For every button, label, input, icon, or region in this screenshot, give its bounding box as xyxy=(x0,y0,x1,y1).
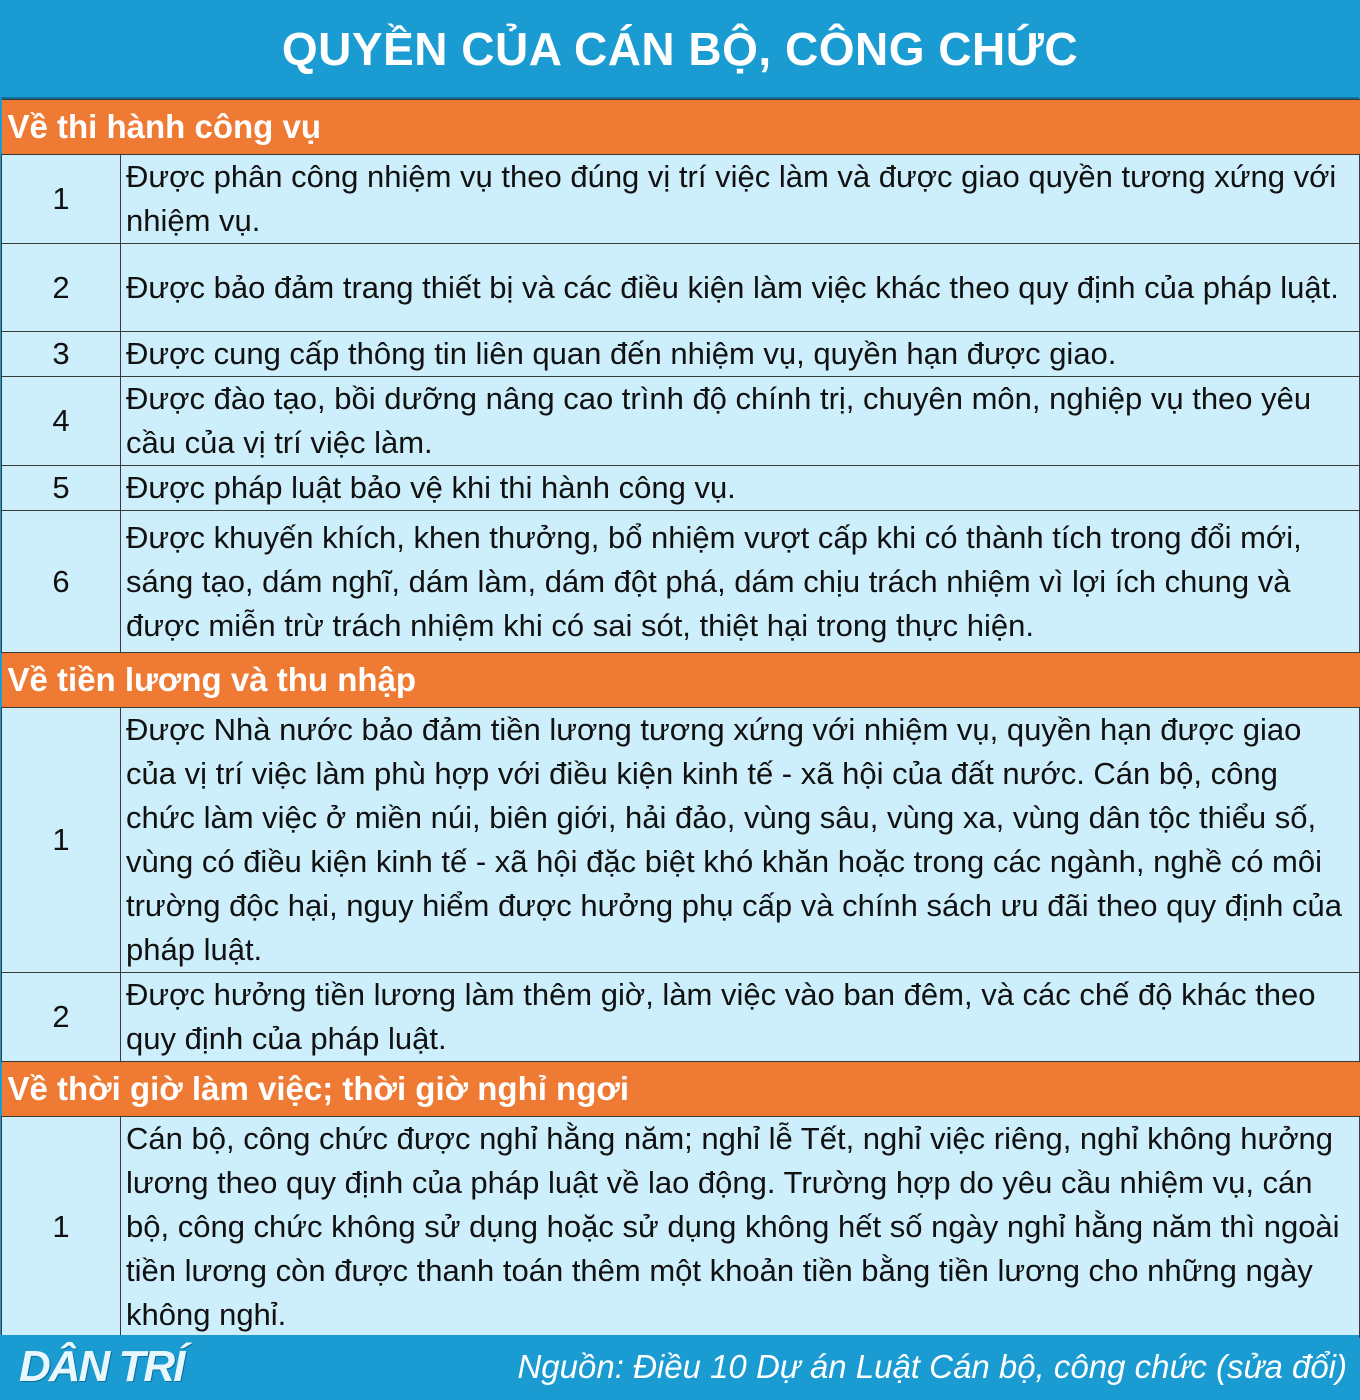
source-note: Nguồn: Điều 10 Dự án Luật Cán bộ, công chức (sửa đổi) xyxy=(517,1348,1347,1385)
row-number: 1 xyxy=(2,155,121,244)
section-header-row xyxy=(2,100,1360,155)
section-heading: Về thi hành công vụ xyxy=(2,100,1360,155)
row-text: Được phân công nhiệm vụ theo đúng vị trí việc làm và được giao quyền tương xứng với nhiệm vụ. xyxy=(121,155,1360,244)
row-number: 6 xyxy=(2,511,121,653)
table-row xyxy=(2,155,1360,244)
section-heading: Về thời giờ làm việc; thời giờ nghỉ ngơi xyxy=(2,1062,1360,1117)
row-number: 5 xyxy=(2,466,121,511)
table-row xyxy=(2,973,1360,1062)
dan-tri-logo: DÂN TRÍ xyxy=(19,1342,184,1391)
rights-table xyxy=(1,99,1360,1338)
row-text: Được bảo đảm trang thiết bị và các điều kiện làm việc khác theo quy định của pháp luật. xyxy=(121,244,1360,332)
row-number: 3 xyxy=(2,332,121,377)
table-row xyxy=(2,377,1360,466)
row-text: Được cung cấp thông tin liên quan đến nhiệm vụ, quyền hạn được giao. xyxy=(121,332,1360,377)
table-row xyxy=(2,511,1360,653)
page-title: QUYỀN CỦA CÁN BỘ, CÔNG CHỨC xyxy=(1,1,1359,99)
row-text: Được pháp luật bảo vệ khi thi hành công vụ. xyxy=(121,466,1360,511)
row-text: Được khuyến khích, khen thưởng, bổ nhiệm vượt cấp khi có thành tích trong đổi mới, sáng tạo, dám nghĩ, dám làm, dám đột phá, dám chịu trách nhiệm vì lợi ích chung và được miễn trừ trách nhiệm khi có sai sót, thiệt hại trong thực hiện. xyxy=(121,511,1360,653)
table-row xyxy=(2,244,1360,332)
row-text: Được Nhà nước bảo đảm tiền lương tương xứng với nhiệm vụ, quyền hạn được giao của vị trí việc làm phù hợp với điều kiện kinh tế - xã hội của đất nước. Cán bộ, công chức làm việc ở miền núi, biên giới, hải đảo, vùng sâu, vùng xa, vùng dân tộc thiểu số, vùng có điều kiện kinh tế - xã hội đặc biệt khó khăn hoặc trong các ngành, nghề có môi trường độc hại, nguy hiểm được hưởng phụ cấp và chính sách ưu đãi theo quy định của pháp luật. xyxy=(121,708,1360,973)
row-number: 2 xyxy=(2,244,121,332)
section-header-row xyxy=(2,1062,1360,1117)
section-heading: Về tiền lương và thu nhập xyxy=(2,653,1360,708)
row-text: Được đào tạo, bồi dưỡng nâng cao trình độ chính trị, chuyên môn, nghiệp vụ theo yêu cầu của vị trí việc làm. xyxy=(121,377,1360,466)
table-row xyxy=(2,466,1360,511)
row-number: 4 xyxy=(2,377,121,466)
row-number: 1 xyxy=(2,1117,121,1338)
row-text: Được hưởng tiền lương làm thêm giờ, làm việc vào ban đêm, và các chế độ khác theo quy định của pháp luật. xyxy=(121,973,1360,1062)
row-number: 2 xyxy=(2,973,121,1062)
row-text: Cán bộ, công chức được nghỉ hằng năm; nghỉ lễ Tết, nghỉ việc riêng, nghỉ không hưởng lương theo quy định của pháp luật về lao động. Trường hợp do yêu cầu nhiệm vụ, cán bộ, công chức không sử dụng hoặc sử dụng không hết số ngày nghỉ hằng năm thì ngoài tiền lương còn được thanh toán thêm một khoản tiền bằng tiền lương cho những ngày không nghỉ. xyxy=(121,1117,1360,1338)
row-number: 1 xyxy=(2,708,121,973)
footer xyxy=(1,1335,1359,1399)
table-row xyxy=(2,708,1360,973)
table-row xyxy=(2,1117,1360,1338)
table-row xyxy=(2,332,1360,377)
section-header-row xyxy=(2,653,1360,708)
